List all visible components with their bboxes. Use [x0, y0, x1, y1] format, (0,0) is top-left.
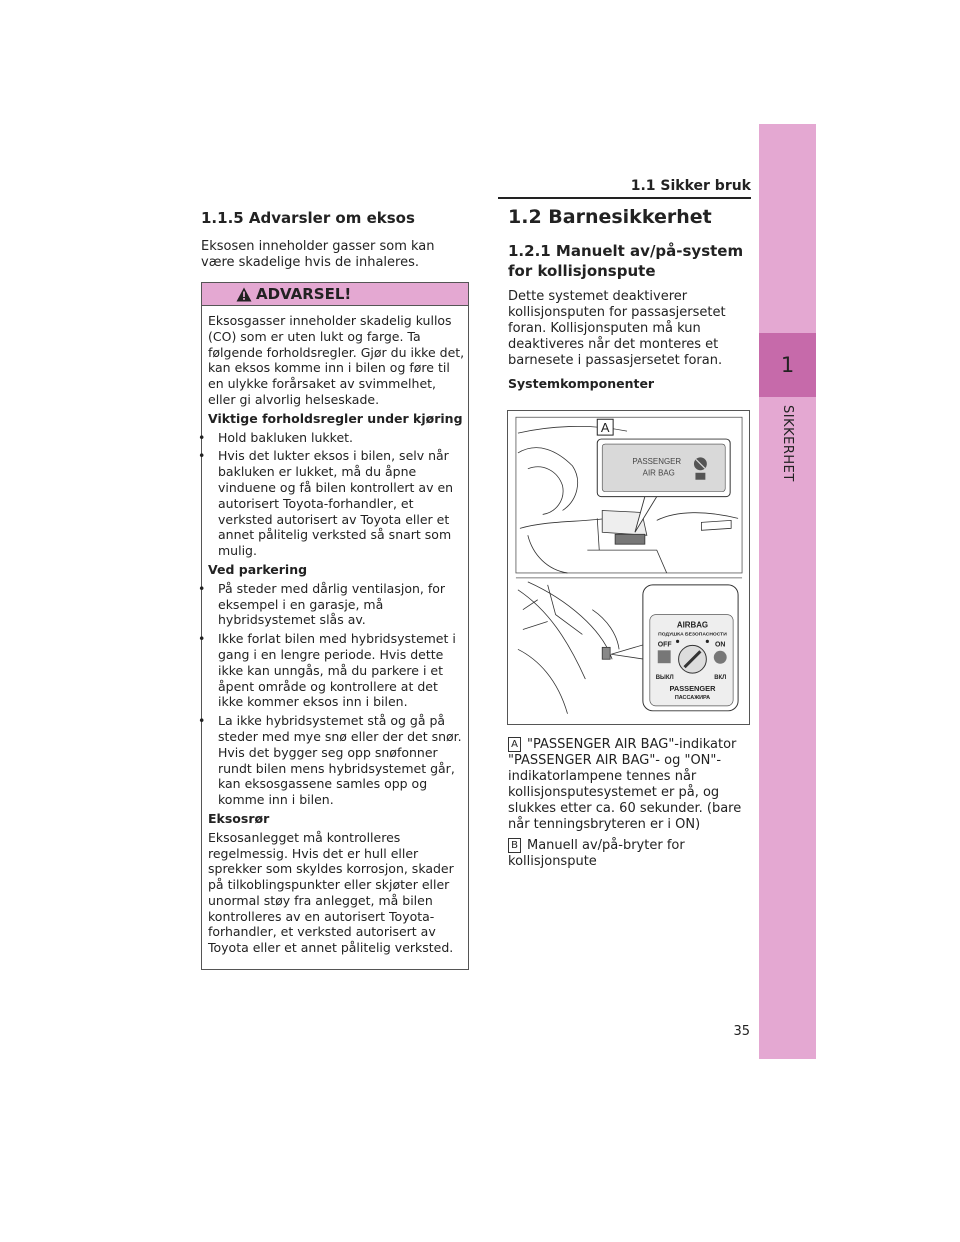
switch-passenger-label-ru: ПАССАЖИРА — [674, 694, 711, 701]
switch-title-ru: ПОДУШКА БЕЗОПАСНОСТИ — [658, 632, 727, 638]
chapter-number-tab — [759, 333, 816, 397]
switch-title: AIRBAG — [676, 620, 709, 630]
driving-item-1: Hold bakluken lukket. — [218, 429, 354, 445]
driving-item-2: Hvis det lukter eksos i bilen, selv når bakluken er lukket, må du åpne vinduene og få bilen kontrollert av en autorisert Toyota-forhandler, et verksted autorisert av Toyota eller et annet pålitelig verksted så snart som mulig. — [218, 448, 454, 559]
warning-header — [202, 283, 468, 306]
airbag-intro-text: Dette systemet deaktiverer kollisjonsputen for passasjersetet foran. Kollisjonsputen må kun deaktiveres når det monteres et barnesete i passasjersetet foran. — [508, 289, 726, 368]
header-rule — [498, 197, 751, 199]
parking-item-1: På steder med dårlig ventilasjon, for eksempel i en garasje, må hybridsystemet slås av. — [218, 580, 446, 628]
switch-on-label-ru: ВКЛ — [714, 675, 727, 682]
side-panel-illustration — [518, 582, 619, 714]
caption-a-label: A — [508, 737, 521, 752]
switch-passenger-label: PASSENGER — [669, 683, 716, 693]
airbag-components-figure — [507, 410, 750, 725]
label-a-callout — [597, 419, 613, 435]
indicator-text-line1: PASSENGER — [632, 456, 682, 466]
chapter-side-tab — [759, 124, 816, 1059]
parking-item-3: La ikke hybridsystemet stå og gå på steder med mye snø eller der det snør. Hvis det bygger seg opp snøfonner rundt bilen mens hybridsystemet går, kan eksosgassene samles opp og komme inn i bilen. — [218, 713, 462, 808]
airbag-manual-switch — [611, 585, 738, 711]
indicator-text-line2: AIR BAG — [642, 468, 675, 478]
chapter-number: 1 — [780, 353, 795, 377]
label-a: A — [600, 420, 610, 436]
exhaust-intro-text: Eksosen inneholder gasser som kan være skadelige hvis de inhaleres. — [201, 239, 435, 270]
page-number: 35 — [733, 1024, 750, 1039]
parking-heading: Ved parkering — [208, 561, 308, 577]
caption-b-text: Manuell av/på-bryter for kollisjonspute — [508, 838, 685, 869]
section-heading-child-safety: 1.2 Barnesikkerhet — [508, 206, 712, 228]
switch-off-label-ru: ВЫКЛ — [655, 675, 674, 682]
warning-title: ADVARSEL! — [256, 285, 352, 303]
caption-a — [508, 737, 756, 833]
bullet: • — [198, 631, 206, 647]
switch-off-label: OFF — [657, 641, 672, 649]
caption-b — [508, 838, 756, 870]
warning-intro: Eksosgasser inneholder skadelig kullos (CO) som er uten lukt og farge. Ta følgende forholdsregler. Gjør du ikke det, kan eksos komme inn i bilen og føre til en ulykke forårsaket av svimmelhet, eller gi alvorlig helseskade. — [208, 313, 465, 407]
chapter-label: SIKKERHET — [780, 405, 795, 482]
list-item — [198, 448, 466, 559]
warning-triangle-icon — [236, 287, 252, 302]
off-lamp-icon — [695, 473, 705, 480]
switch-on-label: ON — [715, 641, 726, 649]
warning-box — [198, 282, 469, 970]
subsection-heading-airbag-switch: 1.2.1 Manuelt av/på-system for kollisjonspute — [508, 242, 744, 280]
driving-precautions-heading: Viktige forholdsregler under kjøring — [208, 410, 463, 426]
list-item — [198, 580, 466, 628]
caption-b-label: B — [508, 838, 521, 853]
running-header: 1.1 Sikker bruk — [630, 178, 751, 194]
exhaust-pipe-heading: Eksosrør — [208, 810, 270, 826]
parking-item-2: Ikke forlat bilen med hybridsystemet i gang i en lengre periode. Hvis dette ikke kan unngås, må du parkere i et åpent område og kontrollere at det ikke kommer eksos inn i bilen. — [218, 631, 456, 710]
section-heading-exhaust: 1.1.5 Advarsler om eksos — [201, 209, 415, 227]
system-components-label: Systemkomponenter — [508, 376, 655, 391]
list-item — [198, 429, 466, 446]
exhaust-pipe-text: Eksosanlegget må kontrolleres regelmessig. Hvis det er hull eller sprekker som skyldes korrosjon, skader på tilkoblingspunkter eller skjøter eller unormal støy fra anlegget, må bilen kontrolleres av en autorisert Toyota-forhandler, et verksted autorisert av Toyota eller et annet pålitelig verksted. — [208, 829, 454, 956]
warning-body — [198, 313, 466, 959]
bullet: • — [198, 429, 206, 445]
chapter-label-tab — [759, 405, 816, 525]
airbag-on-icon — [714, 651, 727, 664]
child-seat-icon — [658, 650, 671, 663]
caption-a-text: "PASSENGER AIR BAG"-indikator "PASSENGER AIR BAG"- og "ON"-indikatorlampene tennes når kollisjonsputesystemet er på, og slukkes etter ca. 60 sekunder. (bare når tenningsbryteren er i ON) — [508, 737, 742, 832]
bullet: • — [198, 448, 206, 464]
bullet: • — [198, 713, 206, 729]
list-item — [198, 713, 466, 808]
list-item — [198, 631, 466, 710]
bullet: • — [198, 580, 206, 596]
